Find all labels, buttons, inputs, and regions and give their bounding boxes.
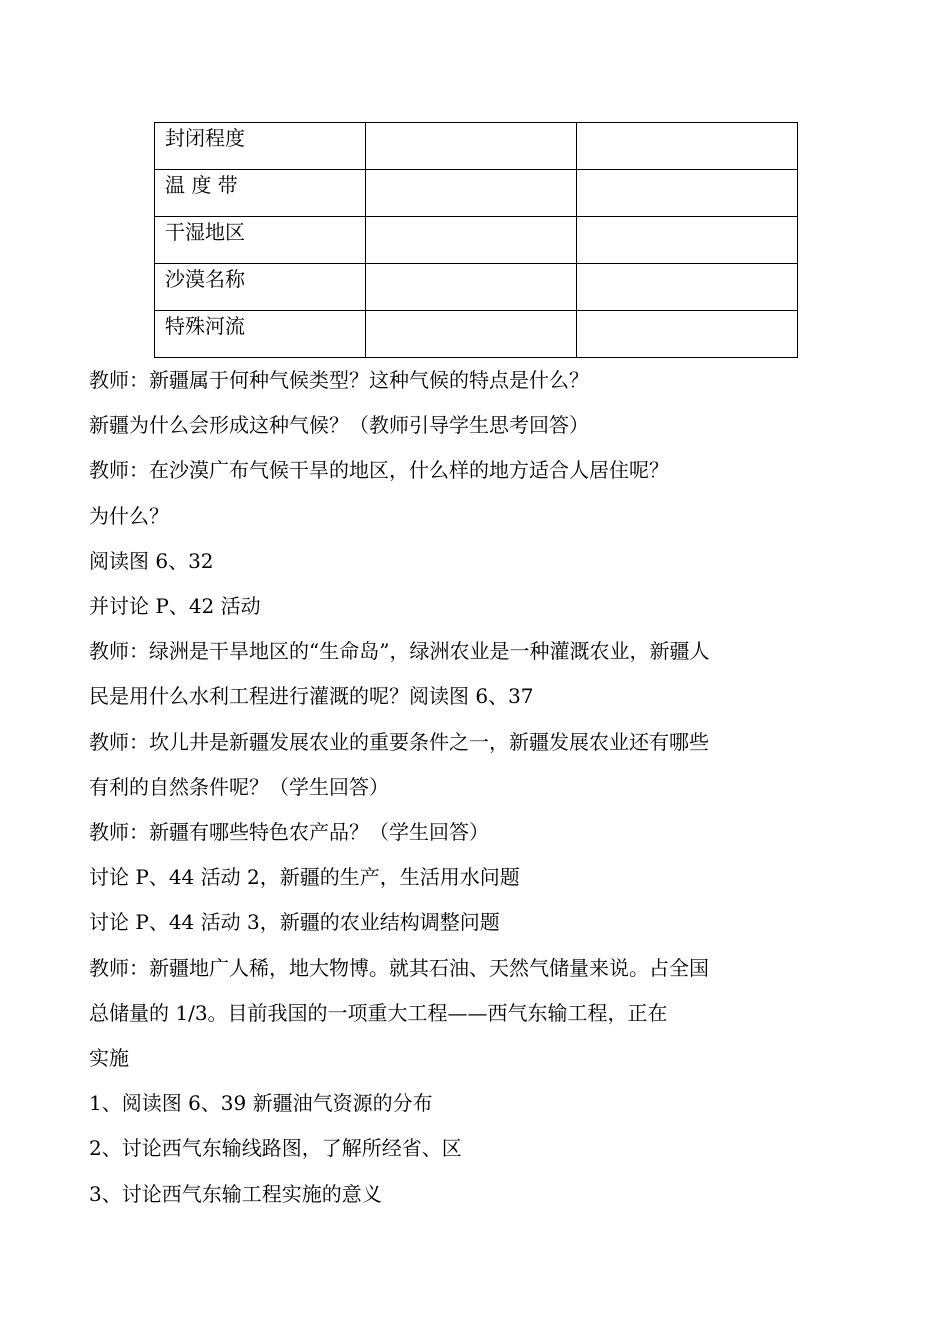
table-cell xyxy=(577,123,798,170)
table-row xyxy=(155,217,798,264)
table-cell xyxy=(366,123,577,170)
paragraph: 2、讨论西气东输线路图，了解所经省、区 xyxy=(89,1136,462,1161)
table-row xyxy=(155,170,798,217)
paragraph: 教师：新疆属于何种气候类型？这种气候的特点是什么？ xyxy=(89,368,589,392)
paragraph: 教师：新疆地广人稀，地大物博。就其石油、天然气储量来说。占全国 xyxy=(89,955,709,980)
paragraph: 新疆为什么会形成这种气候？（教师引导学生思考回答） xyxy=(89,413,589,438)
table-cell xyxy=(366,170,577,217)
row-label: 特殊河流 xyxy=(155,311,366,358)
comparison-table xyxy=(154,122,798,358)
table-row xyxy=(155,264,798,311)
row-label: 封闭程度 xyxy=(155,123,366,170)
paragraph: 为什么？ xyxy=(89,503,169,528)
table-cell xyxy=(577,311,798,358)
paragraph: 1、阅读图 6、39 新疆油气资源的分布 xyxy=(89,1091,433,1116)
table-cell xyxy=(577,170,798,217)
table-cell xyxy=(577,264,798,311)
paragraph: 教师：绿洲是干旱地区的“生命岛”，绿洲农业是一种灌溉农业，新疆人 xyxy=(89,639,710,664)
paragraph: 总储量的 1/3。目前我国的一项重大工程——西气东输工程，正在 xyxy=(89,1000,668,1025)
table-cell xyxy=(366,311,577,358)
table-cell xyxy=(366,217,577,264)
paragraph: 民是用什么水利工程进行灌溉的呢？阅读图 6、37 xyxy=(89,684,534,709)
paragraph: 教师：新疆有哪些特色农产品？（学生回答） xyxy=(89,820,489,845)
paragraph: 教师：坎儿井是新疆发展农业的重要条件之一，新疆发展农业还有哪些 xyxy=(89,729,709,754)
paragraph: 教师：在沙漠广布气候干旱的地区，什么样的地方适合人居住呢？ xyxy=(89,458,669,483)
lesson-text xyxy=(89,358,809,1217)
row-label: 干湿地区 xyxy=(155,217,366,264)
table-row xyxy=(155,311,798,358)
paragraph: 并讨论 P、42 活动 xyxy=(89,594,261,619)
paragraph: 讨论 P、44 活动 3，新疆的农业结构调整问题 xyxy=(89,910,500,935)
paragraph: 实施 xyxy=(89,1046,129,1071)
paragraph: 有利的自然条件呢？（学生回答） xyxy=(89,774,389,799)
paragraph: 3、讨论西气东输工程实施的意义 xyxy=(89,1181,382,1206)
table-cell xyxy=(366,264,577,311)
paragraph: 阅读图 6、32 xyxy=(89,548,214,573)
table-row xyxy=(155,123,798,170)
paragraph: 讨论 P、44 活动 2，新疆的生产，生活用水问题 xyxy=(89,865,520,890)
table-cell xyxy=(577,217,798,264)
row-label: 温 度 带 xyxy=(155,170,366,217)
row-label: 沙漠名称 xyxy=(155,264,366,311)
